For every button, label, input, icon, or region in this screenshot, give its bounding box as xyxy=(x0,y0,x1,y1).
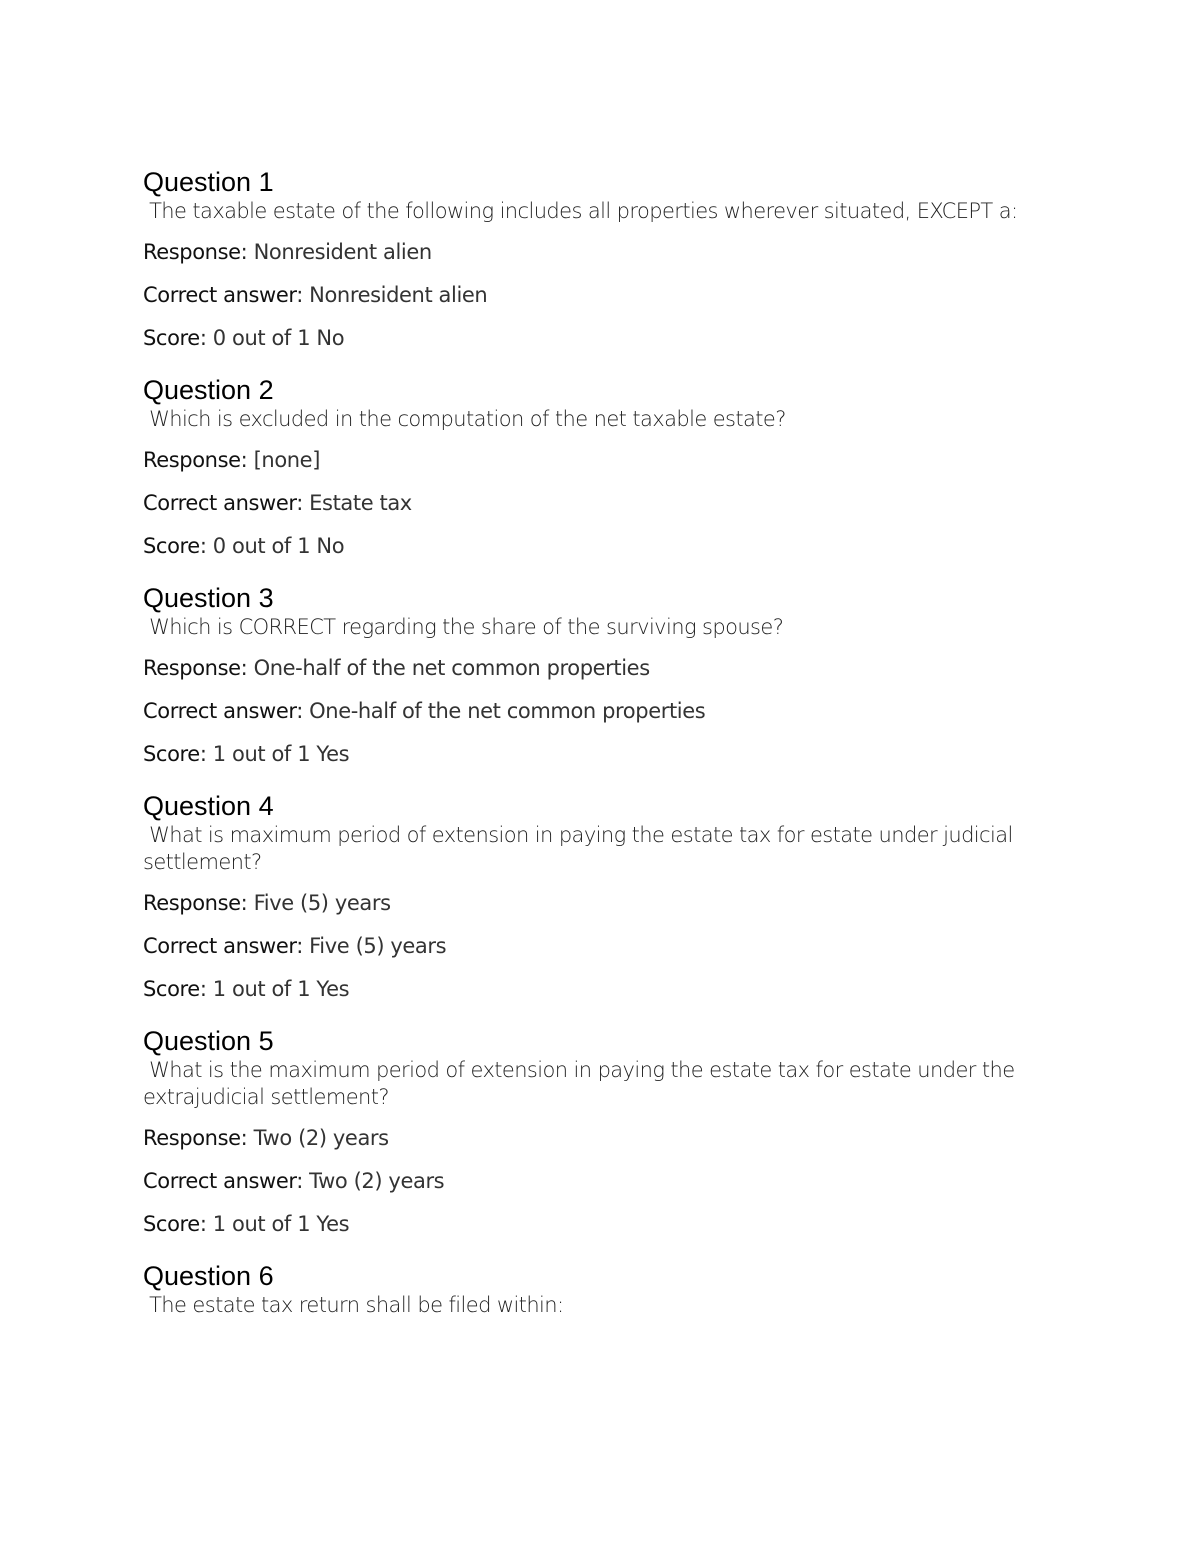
score-row: Score: 1 out of 1 Yes xyxy=(143,977,350,1001)
correct-answer-value: Estate tax xyxy=(309,491,412,515)
score-row: Score: 0 out of 1 No xyxy=(143,326,345,350)
response-row: Response: [none] xyxy=(143,448,320,472)
correct-answer-row: Correct answer: Two (2) years xyxy=(143,1169,445,1193)
score-label: Score xyxy=(143,534,200,558)
score-row: Score: 1 out of 1 Yes xyxy=(143,1212,350,1236)
score-label: Score xyxy=(143,977,200,1001)
response-label: Response xyxy=(143,448,241,472)
question-2 xyxy=(143,374,1068,560)
response-row: Response: Nonresident alien xyxy=(143,240,432,264)
response-value: Five (5) years xyxy=(253,891,391,915)
question-3 xyxy=(143,582,1068,768)
response-label: Response xyxy=(143,891,241,915)
score-value: 1 out of 1 Yes xyxy=(212,1212,350,1236)
question-1 xyxy=(143,166,1068,352)
correct-answer-row: Correct answer: One-half of the net common properties xyxy=(143,699,706,723)
correct-answer-row: Correct answer: Five (5) years xyxy=(143,934,447,958)
response-row: Response: Two (2) years xyxy=(143,1126,389,1150)
question-text: What is maximum period of extension in paying the estate tax for estate under judicial settlement? xyxy=(143,823,1013,874)
response-value: Nonresident alien xyxy=(253,240,432,264)
correct-answer-value: Five (5) years xyxy=(309,934,447,958)
response-label: Response xyxy=(143,656,241,680)
correct-answer-value: Nonresident alien xyxy=(309,283,488,307)
score-value: 0 out of 1 No xyxy=(212,534,345,558)
question-title: Question 3 xyxy=(143,583,274,613)
correct-answer-label: Correct answer xyxy=(143,491,297,515)
question-4 xyxy=(143,790,1068,1003)
score-label: Score xyxy=(143,1212,200,1236)
score-row: Score: 0 out of 1 No xyxy=(143,534,345,558)
response-label: Response xyxy=(143,1126,241,1150)
question-5 xyxy=(143,1025,1068,1238)
correct-answer-row: Correct answer: Estate tax xyxy=(143,491,412,515)
correct-answer-value: One-half of the net common properties xyxy=(309,699,706,723)
response-value: [none] xyxy=(253,448,320,472)
question-title: Question 4 xyxy=(143,791,274,821)
score-value: 1 out of 1 Yes xyxy=(212,742,350,766)
response-value: Two (2) years xyxy=(253,1126,389,1150)
document-page xyxy=(143,166,1068,1333)
question-title: Question 1 xyxy=(143,167,274,197)
score-label: Score xyxy=(143,742,200,766)
score-row: Score: 1 out of 1 Yes xyxy=(143,742,350,766)
question-text: The estate tax return shall be filed within: xyxy=(149,1293,564,1317)
question-title: Question 6 xyxy=(143,1261,274,1291)
score-label: Score xyxy=(143,326,200,350)
question-text: Which is CORRECT regarding the share of the surviving spouse? xyxy=(149,615,784,639)
question-title: Question 5 xyxy=(143,1026,274,1056)
correct-answer-label: Correct answer xyxy=(143,934,297,958)
response-row: Response: Five (5) years xyxy=(143,891,391,915)
correct-answer-value: Two (2) years xyxy=(309,1169,445,1193)
score-value: 1 out of 1 Yes xyxy=(212,977,350,1001)
response-value: One-half of the net common properties xyxy=(253,656,650,680)
correct-answer-label: Correct answer xyxy=(143,283,297,307)
question-text: Which is excluded in the computation of the net taxable estate? xyxy=(149,407,786,431)
correct-answer-label: Correct answer xyxy=(143,699,297,723)
correct-answer-row: Correct answer: Nonresident alien xyxy=(143,283,488,307)
score-value: 0 out of 1 No xyxy=(212,326,345,350)
question-text: The taxable estate of the following includes all properties wherever situated, EXCEPT a: xyxy=(149,199,1018,223)
correct-answer-label: Correct answer xyxy=(143,1169,297,1193)
response-row: Response: One-half of the net common properties xyxy=(143,656,650,680)
question-6 xyxy=(143,1260,1068,1319)
question-title: Question 2 xyxy=(143,375,274,405)
response-label: Response xyxy=(143,240,241,264)
question-text: What is the maximum period of extension in paying the estate tax for estate under the extrajudicial settlement? xyxy=(143,1058,1015,1109)
